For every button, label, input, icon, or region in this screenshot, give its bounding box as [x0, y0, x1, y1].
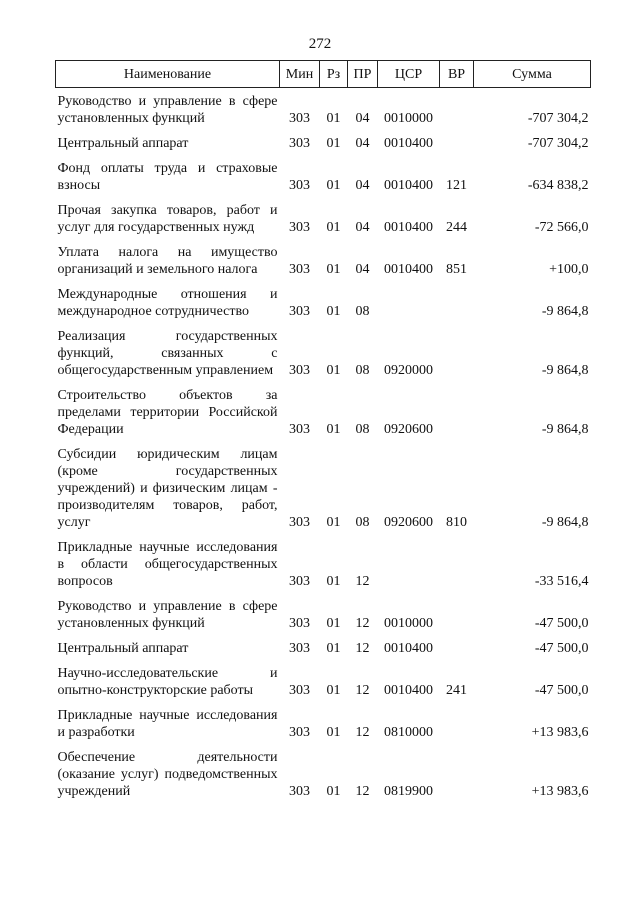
- row-name: Руководство и управление в сфере установленных функций: [57, 94, 278, 126]
- row-sum: -707 304,2: [527, 136, 589, 151]
- row-min: 303: [289, 220, 310, 235]
- header-csr: ЦСР: [378, 61, 440, 88]
- row-pr: 08: [355, 515, 370, 530]
- row-pr: 04: [355, 111, 370, 126]
- row-csr: 0010400: [384, 220, 433, 235]
- table-header-row: [56, 61, 591, 88]
- row-vr: [440, 325, 474, 384]
- row-min: 303: [289, 784, 310, 799]
- row-name: Центральный аппарат: [57, 136, 189, 151]
- row-pr: 12: [355, 725, 370, 740]
- row-vr: [440, 88, 474, 133]
- row-rz: 01: [326, 515, 341, 530]
- row-name: Международные отношения и международное сотрудничество: [57, 287, 278, 319]
- row-vr: 241: [446, 683, 467, 698]
- row-csr: 0010400: [384, 262, 433, 277]
- row-sum: -47 500,0: [534, 616, 589, 631]
- table-row: [56, 662, 591, 704]
- row-sum: +13 983,6: [531, 725, 589, 740]
- row-csr: 0010400: [384, 683, 433, 698]
- row-rz: 01: [326, 574, 341, 589]
- row-min: 303: [289, 178, 310, 193]
- row-sum: -9 864,8: [541, 515, 589, 530]
- row-min: 303: [289, 262, 310, 277]
- row-vr: 244: [446, 220, 467, 235]
- row-name: Прочая закупка товаров, работ и услуг для государственных нужд: [57, 203, 278, 235]
- row-csr: 0010400: [384, 178, 433, 193]
- row-pr: 08: [355, 363, 370, 378]
- table-row: [56, 199, 591, 241]
- row-pr: 04: [355, 220, 370, 235]
- row-pr: 12: [355, 641, 370, 656]
- header-rz: Рз: [320, 61, 348, 88]
- row-rz: 01: [326, 220, 341, 235]
- row-sum: +13 983,6: [531, 784, 589, 799]
- row-vr: 121: [446, 178, 467, 193]
- row-pr: 04: [355, 262, 370, 277]
- row-name: Субсидии юридическим лицам (кроме государственных учреждений) и физическим лицам - производителям товаров, работ, услуг: [57, 447, 278, 530]
- table-row: [56, 704, 591, 746]
- page-number: 272: [308, 36, 332, 52]
- table-row: [56, 637, 591, 662]
- row-min: 303: [289, 136, 310, 151]
- table-row: [56, 132, 591, 157]
- row-name: Реализация государственных функций, связанных с общегосударственным управлением: [57, 329, 278, 378]
- row-csr: [378, 536, 440, 595]
- row-rz: 01: [326, 422, 341, 437]
- row-csr: 0810000: [384, 725, 433, 740]
- row-name: Руководство и управление в сфере установленных функций: [57, 599, 278, 631]
- row-rz: 01: [326, 725, 341, 740]
- row-vr: [440, 384, 474, 443]
- row-rz: 01: [326, 784, 341, 799]
- row-vr: [440, 536, 474, 595]
- row-sum: -634 838,2: [527, 178, 589, 193]
- header-sum: Сумма: [474, 61, 591, 88]
- row-vr: 851: [446, 262, 467, 277]
- table-row: [56, 283, 591, 325]
- row-rz: 01: [326, 683, 341, 698]
- row-min: 303: [289, 515, 310, 530]
- table-row: [56, 241, 591, 283]
- row-rz: 01: [326, 616, 341, 631]
- row-sum: -9 864,8: [541, 363, 589, 378]
- row-vr: [440, 704, 474, 746]
- row-vr: [440, 132, 474, 157]
- row-name: Научно-исследовательские и опытно-конструкторские работы: [57, 666, 278, 698]
- row-csr: 0010000: [384, 111, 433, 126]
- header-vr: ВР: [440, 61, 474, 88]
- row-name: Строительство объектов за пределами территории Российской Федерации: [57, 388, 278, 437]
- table-row: [56, 325, 591, 384]
- row-min: 303: [289, 725, 310, 740]
- row-rz: 01: [326, 363, 341, 378]
- table-body: [56, 88, 591, 806]
- row-pr: 04: [355, 178, 370, 193]
- row-min: 303: [289, 363, 310, 378]
- header-min: Мин: [280, 61, 320, 88]
- row-csr: [378, 283, 440, 325]
- row-min: 303: [289, 641, 310, 656]
- row-csr: 0920600: [384, 515, 433, 530]
- row-name: Обеспечение деятельности (оказание услуг) подведомственных учреждений: [57, 750, 278, 799]
- row-vr: [440, 595, 474, 637]
- row-sum: -47 500,0: [534, 683, 589, 698]
- table-row: [56, 384, 591, 443]
- row-rz: 01: [326, 136, 341, 151]
- row-sum: -707 304,2: [527, 111, 589, 126]
- row-min: 303: [289, 304, 310, 319]
- budget-table: [55, 60, 591, 805]
- table-row: [56, 595, 591, 637]
- row-sum: -33 516,4: [534, 574, 589, 589]
- header-pr: ПР: [348, 61, 378, 88]
- table-row: [56, 746, 591, 805]
- row-pr: 12: [355, 784, 370, 799]
- row-pr: 12: [355, 616, 370, 631]
- row-name: Центральный аппарат: [57, 641, 189, 656]
- table-row: [56, 88, 591, 133]
- header-name: Наименование: [56, 61, 280, 88]
- row-csr: 0010000: [384, 616, 433, 631]
- table-row: [56, 536, 591, 595]
- row-csr: 0010400: [384, 641, 433, 656]
- row-name: Уплата налога на имущество организаций и земельного налога: [57, 245, 278, 277]
- row-sum: -9 864,8: [541, 304, 589, 319]
- row-csr: 0920000: [384, 363, 433, 378]
- row-vr: [440, 637, 474, 662]
- row-rz: 01: [326, 304, 341, 319]
- row-name: Прикладные научные исследования и разработки: [57, 708, 278, 740]
- row-sum: -47 500,0: [534, 641, 589, 656]
- row-min: 303: [289, 574, 310, 589]
- row-sum: -9 864,8: [541, 422, 589, 437]
- row-name: Прикладные научные исследования в области общегосударственных вопросов: [57, 540, 278, 589]
- row-pr: 04: [355, 136, 370, 151]
- row-rz: 01: [326, 111, 341, 126]
- row-pr: 08: [355, 304, 370, 319]
- row-pr: 08: [355, 422, 370, 437]
- row-sum: -72 566,0: [534, 220, 589, 235]
- row-min: 303: [289, 111, 310, 126]
- row-name: Фонд оплаты труда и страховые взносы: [57, 161, 278, 193]
- row-sum: +100,0: [549, 262, 589, 277]
- row-csr: 0010400: [384, 136, 433, 151]
- row-min: 303: [289, 683, 310, 698]
- row-rz: 01: [326, 178, 341, 193]
- table-row: [56, 443, 591, 536]
- row-vr: [440, 283, 474, 325]
- row-rz: 01: [326, 641, 341, 656]
- row-pr: 12: [355, 683, 370, 698]
- row-rz: 01: [326, 262, 341, 277]
- row-min: 303: [289, 616, 310, 631]
- table-row: [56, 157, 591, 199]
- row-csr: 0819900: [384, 784, 433, 799]
- row-vr: 810: [446, 515, 467, 530]
- row-pr: 12: [355, 574, 370, 589]
- row-csr: 0920600: [384, 422, 433, 437]
- row-min: 303: [289, 422, 310, 437]
- row-vr: [440, 746, 474, 805]
